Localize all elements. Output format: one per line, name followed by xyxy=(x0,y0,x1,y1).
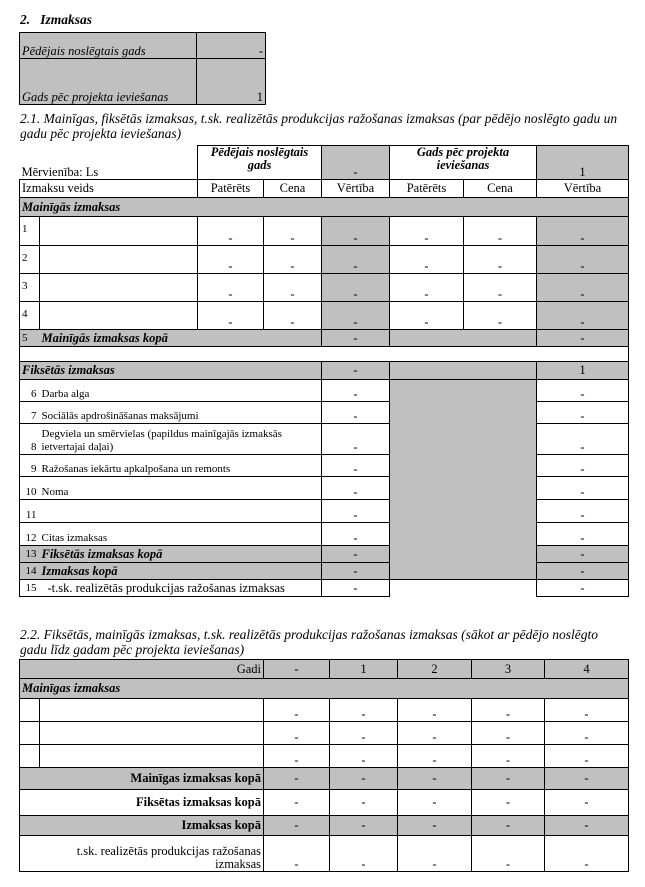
table-row xyxy=(20,330,629,347)
t21-after-header: Gads pēc projekta ieviešanas xyxy=(390,146,537,180)
col-header: Cena xyxy=(264,180,322,198)
row-number: 8 xyxy=(20,424,40,455)
row-label: Fiksētās izmaksas kopā xyxy=(40,546,322,563)
row-number: 15 xyxy=(20,580,40,597)
cell-value: - xyxy=(390,274,464,302)
row-number: 14 xyxy=(20,563,40,580)
year-header: 2 xyxy=(398,660,472,679)
row-number: 10 xyxy=(20,477,40,500)
row-label: Mainīgas izmaksas kopā xyxy=(20,768,264,790)
cell-value: - xyxy=(537,477,629,500)
cell-value: - xyxy=(537,274,629,302)
section-title-text: Izmaksas xyxy=(40,12,93,27)
after-year-label: Gads pēc projekta ieviešanas xyxy=(20,59,197,105)
cell-value: - xyxy=(537,380,629,402)
cell-value: - xyxy=(537,217,629,246)
row-number: 11 xyxy=(20,500,40,523)
cell-value: - xyxy=(390,246,464,274)
cell-value: - xyxy=(472,836,545,872)
variable-costs-title: Mainīgās izmaksas xyxy=(20,198,629,217)
col-header: Vērtība xyxy=(322,180,390,198)
cell-value: - xyxy=(537,563,629,580)
years-label: Gadi xyxy=(20,660,264,679)
col-header: Patērēts xyxy=(198,180,264,198)
cell-value: - xyxy=(472,722,545,745)
cell-value: - xyxy=(545,836,629,872)
year-header: - xyxy=(264,660,330,679)
cell-value: - xyxy=(264,699,330,722)
cell-value: - xyxy=(322,455,390,477)
cell-value: - xyxy=(330,768,398,790)
row-number: 9 xyxy=(20,455,40,477)
row-label: Mainīgās izmaksas kopā xyxy=(40,330,322,347)
cell-value: - xyxy=(322,477,390,500)
cell-value: - xyxy=(322,380,390,402)
cell-value: - xyxy=(330,816,398,836)
cell-value: - xyxy=(537,424,629,455)
cell-value: - xyxy=(264,302,322,330)
row-label xyxy=(40,217,198,246)
spacer-row xyxy=(20,347,629,362)
cell-value: - xyxy=(330,699,398,722)
table-row xyxy=(20,699,629,722)
t21-table xyxy=(19,145,629,597)
cell-value: - xyxy=(264,274,322,302)
cell-value: - xyxy=(398,816,472,836)
row-label: -t.sk. realizētās produkcijas ražošanas izmaksas xyxy=(40,580,322,597)
row-label: Citas izmaksas xyxy=(40,523,322,546)
cell-value: - xyxy=(322,580,390,597)
empty-cell xyxy=(390,330,537,347)
t21-last-year-header: Pēdējais noslēgtais gads xyxy=(198,146,322,180)
cell-value: - xyxy=(545,768,629,790)
cell-value: - xyxy=(330,745,398,768)
section-number: 2. xyxy=(20,12,31,27)
cell-value: - xyxy=(264,722,330,745)
cell-value: - xyxy=(472,768,545,790)
cell-value: - xyxy=(537,402,629,424)
cell-value: - xyxy=(545,745,629,768)
row-number: 4 xyxy=(20,302,40,330)
cell-value: - xyxy=(398,745,472,768)
cell-value: - xyxy=(545,816,629,836)
cell-value: - xyxy=(198,246,264,274)
year-header: 4 xyxy=(545,660,629,679)
table-row xyxy=(20,546,629,563)
cell-value: - xyxy=(198,217,264,246)
cell-value: - xyxy=(322,523,390,546)
cell-value: - xyxy=(537,500,629,523)
empty-cell xyxy=(390,362,537,380)
table-row xyxy=(20,477,629,500)
table-row xyxy=(20,302,629,330)
cell-value: - xyxy=(464,274,537,302)
cell-value: - xyxy=(198,274,264,302)
cell-value: - xyxy=(537,580,629,597)
cell-value: - xyxy=(545,790,629,816)
table-row xyxy=(20,768,629,790)
t22-heading: 2.2. Fiksētās, mainīgās izmaksas, t.sk. realizētās produkcijas ražošanas izmaksas (sākot ar pēdējo noslēgto gadu līdz gadam pēc projekta ieviešanas) xyxy=(20,627,598,657)
cell-value: - xyxy=(322,362,390,380)
row-number xyxy=(20,722,40,745)
row-label: Darba alga xyxy=(40,380,322,402)
cell-value: 1 xyxy=(537,362,629,380)
table-row xyxy=(20,217,629,246)
table-row xyxy=(20,500,629,523)
row-number: 3 xyxy=(20,274,40,302)
cell-value: - xyxy=(322,546,390,563)
cell-value: - xyxy=(464,246,537,274)
t22-table xyxy=(19,659,629,872)
row-label xyxy=(40,302,198,330)
t21-after-value: 1 xyxy=(537,146,629,180)
row-label xyxy=(40,274,198,302)
empty-cell xyxy=(390,380,537,580)
cell-value: - xyxy=(537,523,629,546)
cell-value: - xyxy=(322,217,390,246)
cell-value: - xyxy=(322,402,390,424)
col-header: Vērtība xyxy=(537,180,629,198)
cell-value: - xyxy=(545,699,629,722)
cell-value: - xyxy=(322,302,390,330)
cell-value: - xyxy=(322,424,390,455)
cell-value: - xyxy=(322,246,390,274)
row-label: Noma xyxy=(40,477,322,500)
cell-value: - xyxy=(464,217,537,246)
row-number: 7 xyxy=(20,402,40,424)
cell-value: - xyxy=(398,699,472,722)
cell-value: - xyxy=(472,699,545,722)
cell-value: - xyxy=(322,330,390,347)
unit-label: Mērvienība: Ls xyxy=(21,165,99,179)
cell-value: - xyxy=(537,546,629,563)
cell-value: - xyxy=(264,246,322,274)
table-row xyxy=(20,380,629,402)
t21-heading: 2.1. Mainīgas, fiksētās izmaksas, t.sk. realizētās produkcijas ražošanas izmaksas (par pēdējo noslēgto gadu un gadu pēc projekta ieviešanas) xyxy=(20,111,618,141)
cell-value: - xyxy=(322,500,390,523)
table-row xyxy=(20,745,629,768)
table-row xyxy=(20,790,629,816)
row-number xyxy=(20,745,40,768)
cell-value: - xyxy=(398,790,472,816)
cell-value: - xyxy=(264,745,330,768)
cell-value: - xyxy=(398,722,472,745)
row-number: 2 xyxy=(20,246,40,274)
year-header: 3 xyxy=(472,660,545,679)
cell-value: - xyxy=(537,302,629,330)
cell-value: - xyxy=(264,217,322,246)
row-label xyxy=(40,722,264,745)
cell-value: - xyxy=(537,330,629,347)
cell-value: - xyxy=(330,722,398,745)
row-label: Sociālās apdrošināšanas maksājumi xyxy=(40,402,322,424)
table-row xyxy=(20,836,629,872)
cell-value: - xyxy=(472,816,545,836)
empty-cell xyxy=(390,580,537,597)
row-label: Fiksētas izmaksas kopā xyxy=(20,790,264,816)
cell-value: - xyxy=(472,790,545,816)
cell-value: - xyxy=(264,768,330,790)
row-number: 12 xyxy=(20,523,40,546)
section-title xyxy=(20,12,92,27)
row-number: 5 xyxy=(20,330,40,347)
last-year-label: Pēdējais noslēgtais gads xyxy=(20,33,197,59)
cell-value: - xyxy=(545,722,629,745)
col-header: Patērēts xyxy=(390,180,464,198)
table-row xyxy=(20,246,629,274)
row-number xyxy=(20,699,40,722)
row-label xyxy=(40,246,198,274)
cell-value: - xyxy=(390,302,464,330)
table-row xyxy=(20,455,629,477)
cell-value: - xyxy=(264,836,330,872)
cell-value: - xyxy=(537,455,629,477)
fixed-costs-title: Fiksētās izmaksas xyxy=(20,362,322,380)
table-row xyxy=(20,816,629,836)
cell-value: - xyxy=(198,302,264,330)
table-row xyxy=(20,580,629,597)
cell-value: - xyxy=(398,836,472,872)
cell-value: - xyxy=(472,745,545,768)
cell-value: - xyxy=(264,790,330,816)
table-row xyxy=(20,424,629,455)
table-row xyxy=(20,523,629,546)
table-row xyxy=(20,274,629,302)
table-row xyxy=(20,722,629,745)
cell-value: - xyxy=(464,302,537,330)
table-row xyxy=(20,402,629,424)
cell-value: - xyxy=(537,246,629,274)
row-number: 13 xyxy=(20,546,40,563)
row-label xyxy=(40,745,264,768)
row-label xyxy=(40,500,322,523)
row-label: Izmaksas kopā xyxy=(40,563,322,580)
row-number: 1 xyxy=(20,217,40,246)
last-year-value: - xyxy=(197,33,266,59)
cell-value: - xyxy=(330,790,398,816)
cell-value: - xyxy=(322,563,390,580)
t22-variable-title: Mainīgas izmaksas xyxy=(20,679,629,699)
cell-value: - xyxy=(322,274,390,302)
col-header: Cena xyxy=(464,180,537,198)
t21-last-year-value: - xyxy=(322,146,390,180)
row-label: Izmaksas kopā xyxy=(20,816,264,836)
table-row xyxy=(20,563,629,580)
cell-value: - xyxy=(398,768,472,790)
col-header: Izmaksu veids xyxy=(20,180,198,198)
row-number: 6 xyxy=(20,380,40,402)
table-row xyxy=(20,362,629,380)
cell-value: - xyxy=(390,217,464,246)
row-label: t.sk. realizētās produkcijas ražošanas izmaksas xyxy=(20,836,264,872)
row-label: Ražošanas iekārtu apkalpošana un remonts xyxy=(40,455,322,477)
cell-value: - xyxy=(264,816,330,836)
summary-table xyxy=(19,32,266,105)
row-label xyxy=(40,699,264,722)
year-header: 1 xyxy=(330,660,398,679)
cell-value: - xyxy=(330,836,398,872)
after-year-value: 1 xyxy=(197,59,266,105)
row-label: Degviela un smērvielas (papildus mainīgajās izmaksās ietvertajai daļai) xyxy=(40,424,322,455)
